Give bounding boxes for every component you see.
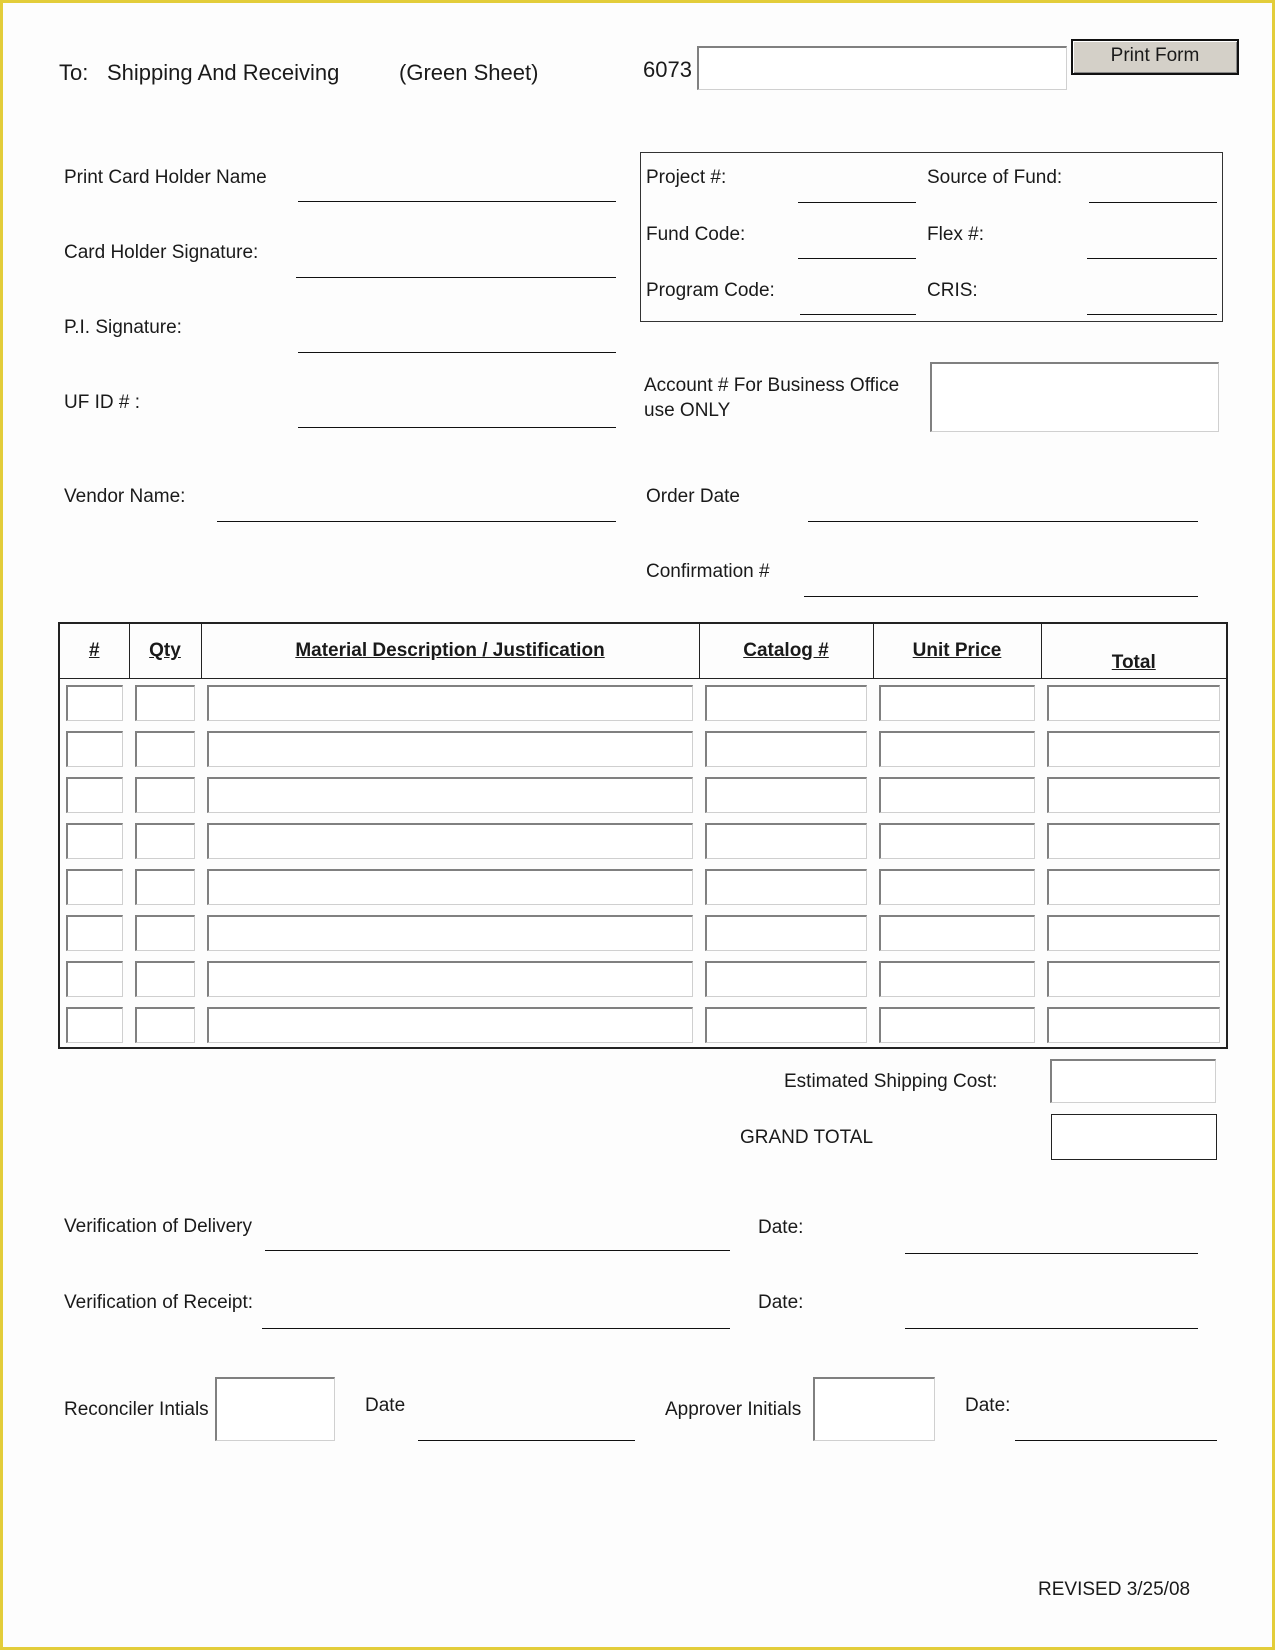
source-of-fund-label: Source of Fund: (927, 167, 1063, 188)
description-input[interactable] (207, 777, 693, 813)
table-row (59, 725, 1227, 771)
program-code-field[interactable] (800, 314, 916, 315)
unit-price-input[interactable] (879, 1007, 1035, 1043)
qty-input[interactable] (135, 915, 195, 951)
table-row (59, 863, 1227, 909)
item-number-input[interactable] (66, 777, 123, 813)
unit-price-input[interactable] (879, 777, 1035, 813)
grand-total-label: GRAND TOTAL (740, 1127, 874, 1148)
reconciler-initials-input[interactable] (215, 1377, 335, 1441)
approver-initials-input[interactable] (813, 1377, 935, 1441)
unit-price-input[interactable] (879, 685, 1035, 721)
col-header-unit-price: Unit Price (873, 623, 1041, 679)
unit-price-input[interactable] (879, 823, 1035, 859)
total-input[interactable] (1047, 1007, 1220, 1043)
form-number-input[interactable] (697, 46, 1067, 90)
project-field[interactable] (798, 202, 916, 203)
description-input[interactable] (207, 685, 693, 721)
col-header-catalog: Catalog # (699, 623, 873, 679)
uf-id-field[interactable] (298, 427, 616, 428)
source-of-fund-field[interactable] (1089, 202, 1217, 203)
reconciler-date-field[interactable] (418, 1440, 635, 1441)
col-header-qty: Qty (129, 623, 201, 679)
fund-code-field[interactable] (798, 258, 916, 259)
to-label: To: (59, 60, 89, 85)
description-input[interactable] (207, 1007, 693, 1043)
reconciler-date-label: Date (365, 1395, 406, 1416)
delivery-date-field[interactable] (905, 1253, 1198, 1254)
cris-label: CRIS: (927, 280, 978, 301)
col-header-number: # (59, 623, 129, 679)
description-input[interactable] (207, 823, 693, 859)
line-items-table (58, 622, 1228, 1049)
card-holder-name-label: Print Card Holder Name (64, 167, 267, 188)
table-row (59, 817, 1227, 863)
table-row (59, 955, 1227, 1001)
catalog-input[interactable] (705, 823, 867, 859)
business-office-account-input[interactable] (930, 362, 1219, 432)
form-number-prefix: 6073 (643, 57, 692, 82)
pi-signature-label: P.I. Signature: (64, 317, 182, 338)
verification-delivery-field[interactable] (265, 1250, 730, 1251)
item-number-input[interactable] (66, 915, 123, 951)
fund-code-label: Fund Code: (646, 224, 746, 245)
item-number-input[interactable] (66, 685, 123, 721)
item-number-input[interactable] (66, 961, 123, 997)
verification-delivery-label: Verification of Delivery (64, 1216, 252, 1237)
col-header-total: Total (1041, 623, 1227, 679)
catalog-input[interactable] (705, 961, 867, 997)
qty-input[interactable] (135, 731, 195, 767)
table-row (59, 679, 1227, 726)
qty-input[interactable] (135, 1007, 195, 1043)
verification-receipt-field[interactable] (262, 1328, 730, 1329)
table-row (59, 1001, 1227, 1048)
catalog-input[interactable] (705, 685, 867, 721)
item-number-input[interactable] (66, 823, 123, 859)
receipt-date-field[interactable] (905, 1328, 1198, 1329)
total-input[interactable] (1047, 915, 1220, 951)
order-date-label: Order Date (646, 486, 740, 507)
total-input[interactable] (1047, 823, 1220, 859)
qty-input[interactable] (135, 823, 195, 859)
card-holder-name-field[interactable] (298, 201, 616, 202)
verification-receipt-label: Verification of Receipt: (64, 1292, 254, 1313)
confirmation-field[interactable] (804, 596, 1198, 597)
flex-field[interactable] (1087, 258, 1217, 259)
order-date-field[interactable] (808, 521, 1198, 522)
delivery-date-label: Date: (758, 1217, 804, 1238)
vendor-name-label: Vendor Name: (64, 486, 186, 507)
confirmation-label: Confirmation # (646, 561, 770, 582)
item-number-input[interactable] (66, 1007, 123, 1043)
description-input[interactable] (207, 915, 693, 951)
total-input[interactable] (1047, 685, 1220, 721)
table-row (59, 909, 1227, 955)
pi-signature-field[interactable] (298, 352, 616, 353)
card-holder-signature-label: Card Holder Signature: (64, 242, 259, 263)
approver-initials-label: Approver Initials (665, 1399, 802, 1420)
cris-field[interactable] (1087, 314, 1217, 315)
unit-price-input[interactable] (879, 869, 1035, 905)
table-row (59, 771, 1227, 817)
description-input[interactable] (207, 731, 693, 767)
to-recipient: Shipping And Receiving (107, 60, 340, 85)
reconciler-initials-label: Reconciler Intials (64, 1399, 209, 1420)
uf-id-label: UF ID # : (64, 392, 141, 413)
project-label: Project #: (646, 167, 727, 188)
flex-label: Flex #: (927, 224, 985, 245)
qty-input[interactable] (135, 685, 195, 721)
card-holder-signature-field[interactable] (296, 277, 616, 278)
qty-input[interactable] (135, 869, 195, 905)
total-input[interactable] (1047, 777, 1220, 813)
program-code-label: Program Code: (646, 280, 775, 301)
grand-total-field[interactable] (1051, 1114, 1217, 1160)
approver-date-field[interactable] (1015, 1440, 1217, 1441)
unit-price-input[interactable] (879, 915, 1035, 951)
unit-price-input[interactable] (879, 731, 1035, 767)
catalog-input[interactable] (705, 869, 867, 905)
shipping-cost-input[interactable] (1050, 1059, 1216, 1103)
business-office-label-line1: Account # For Business Office (644, 375, 900, 396)
table-header-row (59, 623, 1227, 679)
catalog-input[interactable] (705, 915, 867, 951)
item-number-input[interactable] (66, 731, 123, 767)
unit-price-input[interactable] (879, 961, 1035, 997)
qty-input[interactable] (135, 777, 195, 813)
sheet-type: (Green Sheet) (399, 60, 539, 85)
description-input[interactable] (207, 961, 693, 997)
vendor-name-field[interactable] (217, 521, 616, 522)
description-input[interactable] (207, 869, 693, 905)
item-number-input[interactable] (66, 869, 123, 905)
catalog-input[interactable] (705, 777, 867, 813)
receipt-date-label: Date: (758, 1292, 804, 1313)
catalog-input[interactable] (705, 731, 867, 767)
business-office-label-line2: use ONLY (644, 400, 731, 421)
col-header-description: Material Description / Justification (201, 623, 699, 679)
total-input[interactable] (1047, 869, 1220, 905)
print-form-button[interactable]: Print Form (1071, 39, 1239, 75)
approver-date-label: Date: (965, 1395, 1011, 1416)
shipping-cost-label: Estimated Shipping Cost: (784, 1071, 998, 1092)
catalog-input[interactable] (705, 1007, 867, 1043)
revision-note: REVISED 3/25/08 (1038, 1579, 1191, 1600)
total-input[interactable] (1047, 731, 1220, 767)
qty-input[interactable] (135, 961, 195, 997)
total-input[interactable] (1047, 961, 1220, 997)
